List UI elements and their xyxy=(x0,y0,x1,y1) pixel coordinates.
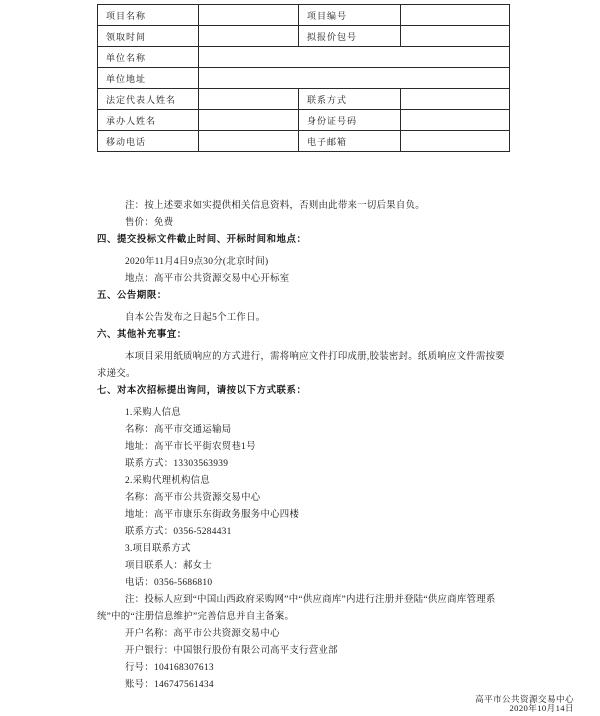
cell-label: 单位名称 xyxy=(98,47,199,68)
document-footer xyxy=(475,695,574,714)
cell-value xyxy=(199,131,299,152)
body-line: 六、其他补充事宜： xyxy=(97,330,187,340)
cell-value xyxy=(401,26,510,47)
table-row xyxy=(98,110,510,131)
body-line: 2020年11月4日9点30分(北京时间) xyxy=(125,257,269,267)
cell-label: 单位地址 xyxy=(98,68,199,89)
cell-label: 电子邮箱 xyxy=(299,131,401,152)
table-row xyxy=(98,89,510,110)
cell-label: 领取时间 xyxy=(98,26,199,47)
body-line: 电话：0356-5686810 xyxy=(125,578,213,588)
cell-value xyxy=(199,5,299,26)
body-line: 账号：146747561434 xyxy=(125,680,214,690)
document-body xyxy=(97,198,509,694)
body-line: 项目联系人：郝女士 xyxy=(125,561,213,571)
table-row xyxy=(98,26,510,47)
cell-value xyxy=(199,26,299,47)
cell-value xyxy=(199,47,510,68)
body-line: 本项目采用纸质响应的方式进行，需将响应文件打印成册,胶装密封。纸质响应文件需按要求递交。 xyxy=(97,352,505,379)
body-line: 联系方式：0356-5284431 xyxy=(125,527,232,537)
cell-label: 联系方式 xyxy=(299,89,401,110)
body-line: 2.采购代理机构信息 xyxy=(125,476,211,486)
body-line: 开户名称：高平市公共资源交易中心 xyxy=(125,629,280,639)
body-line: 地址：高平市康乐东街政务服务中心四楼 xyxy=(125,510,300,520)
info-table xyxy=(97,4,510,152)
cell-value xyxy=(199,110,299,131)
cell-value xyxy=(199,68,510,89)
cell-label: 项目编号 xyxy=(299,5,401,26)
cell-value xyxy=(401,131,510,152)
table-row xyxy=(98,68,510,89)
cell-label: 项目名称 xyxy=(98,5,199,26)
body-line: 联系方式：13303563939 xyxy=(125,459,229,469)
cell-value xyxy=(199,89,299,110)
table-row xyxy=(98,5,510,26)
body-line: 名称：高平市交通运输局 xyxy=(125,425,232,435)
document-content xyxy=(97,4,509,694)
cell-value xyxy=(401,5,510,26)
cell-label: 移动电话 xyxy=(98,131,199,152)
footer-org: 高平市公共资源交易中心 xyxy=(475,693,574,704)
body-line: 地址：高平市长平街农贸巷1号 xyxy=(125,442,256,452)
body-line: 开户银行：中国银行股份有限公司高平支行营业部 xyxy=(125,646,338,656)
body-line: 四、提交投标文件截止时间、开标时间和地点： xyxy=(97,235,307,245)
body-line: 七、对本次招标提出询问，请按以下方式联系： xyxy=(97,386,307,396)
cell-value xyxy=(401,110,510,131)
cell-label: 拟报价包号 xyxy=(299,26,401,47)
cell-label: 法定代表人姓名 xyxy=(98,89,199,110)
footer-date: 2020年10月14日 xyxy=(509,703,574,714)
body-line: 售价：免费 xyxy=(125,218,174,228)
table-row xyxy=(98,47,510,68)
cell-value xyxy=(401,89,510,110)
body-line: 行号：104168307613 xyxy=(125,663,214,673)
cell-label: 身份证号码 xyxy=(299,110,401,131)
table-row xyxy=(98,131,510,152)
body-line: 注：投标人应到“中国山西政府采购网”中“供应商库”内进行注册并登陆“供应商库管理系统”中的“注册信息维护”完善信息并自主备案。 xyxy=(97,595,496,622)
body-line: 注：按上述要求如实提供相关信息资料，否则由此带来一切后果自负。 xyxy=(125,201,425,211)
body-line: 名称：高平市公共资源交易中心 xyxy=(125,493,261,503)
cell-label: 承办人姓名 xyxy=(98,110,199,131)
body-line: 地点：高平市公共资源交易中心开标室 xyxy=(125,274,290,284)
body-line: 自本公告发布之日起5个工作日。 xyxy=(125,313,266,323)
body-line: 1.采购人信息 xyxy=(125,408,182,418)
body-line: 五、公告期限： xyxy=(97,291,167,301)
body-line: 3.项目联系方式 xyxy=(125,544,191,554)
